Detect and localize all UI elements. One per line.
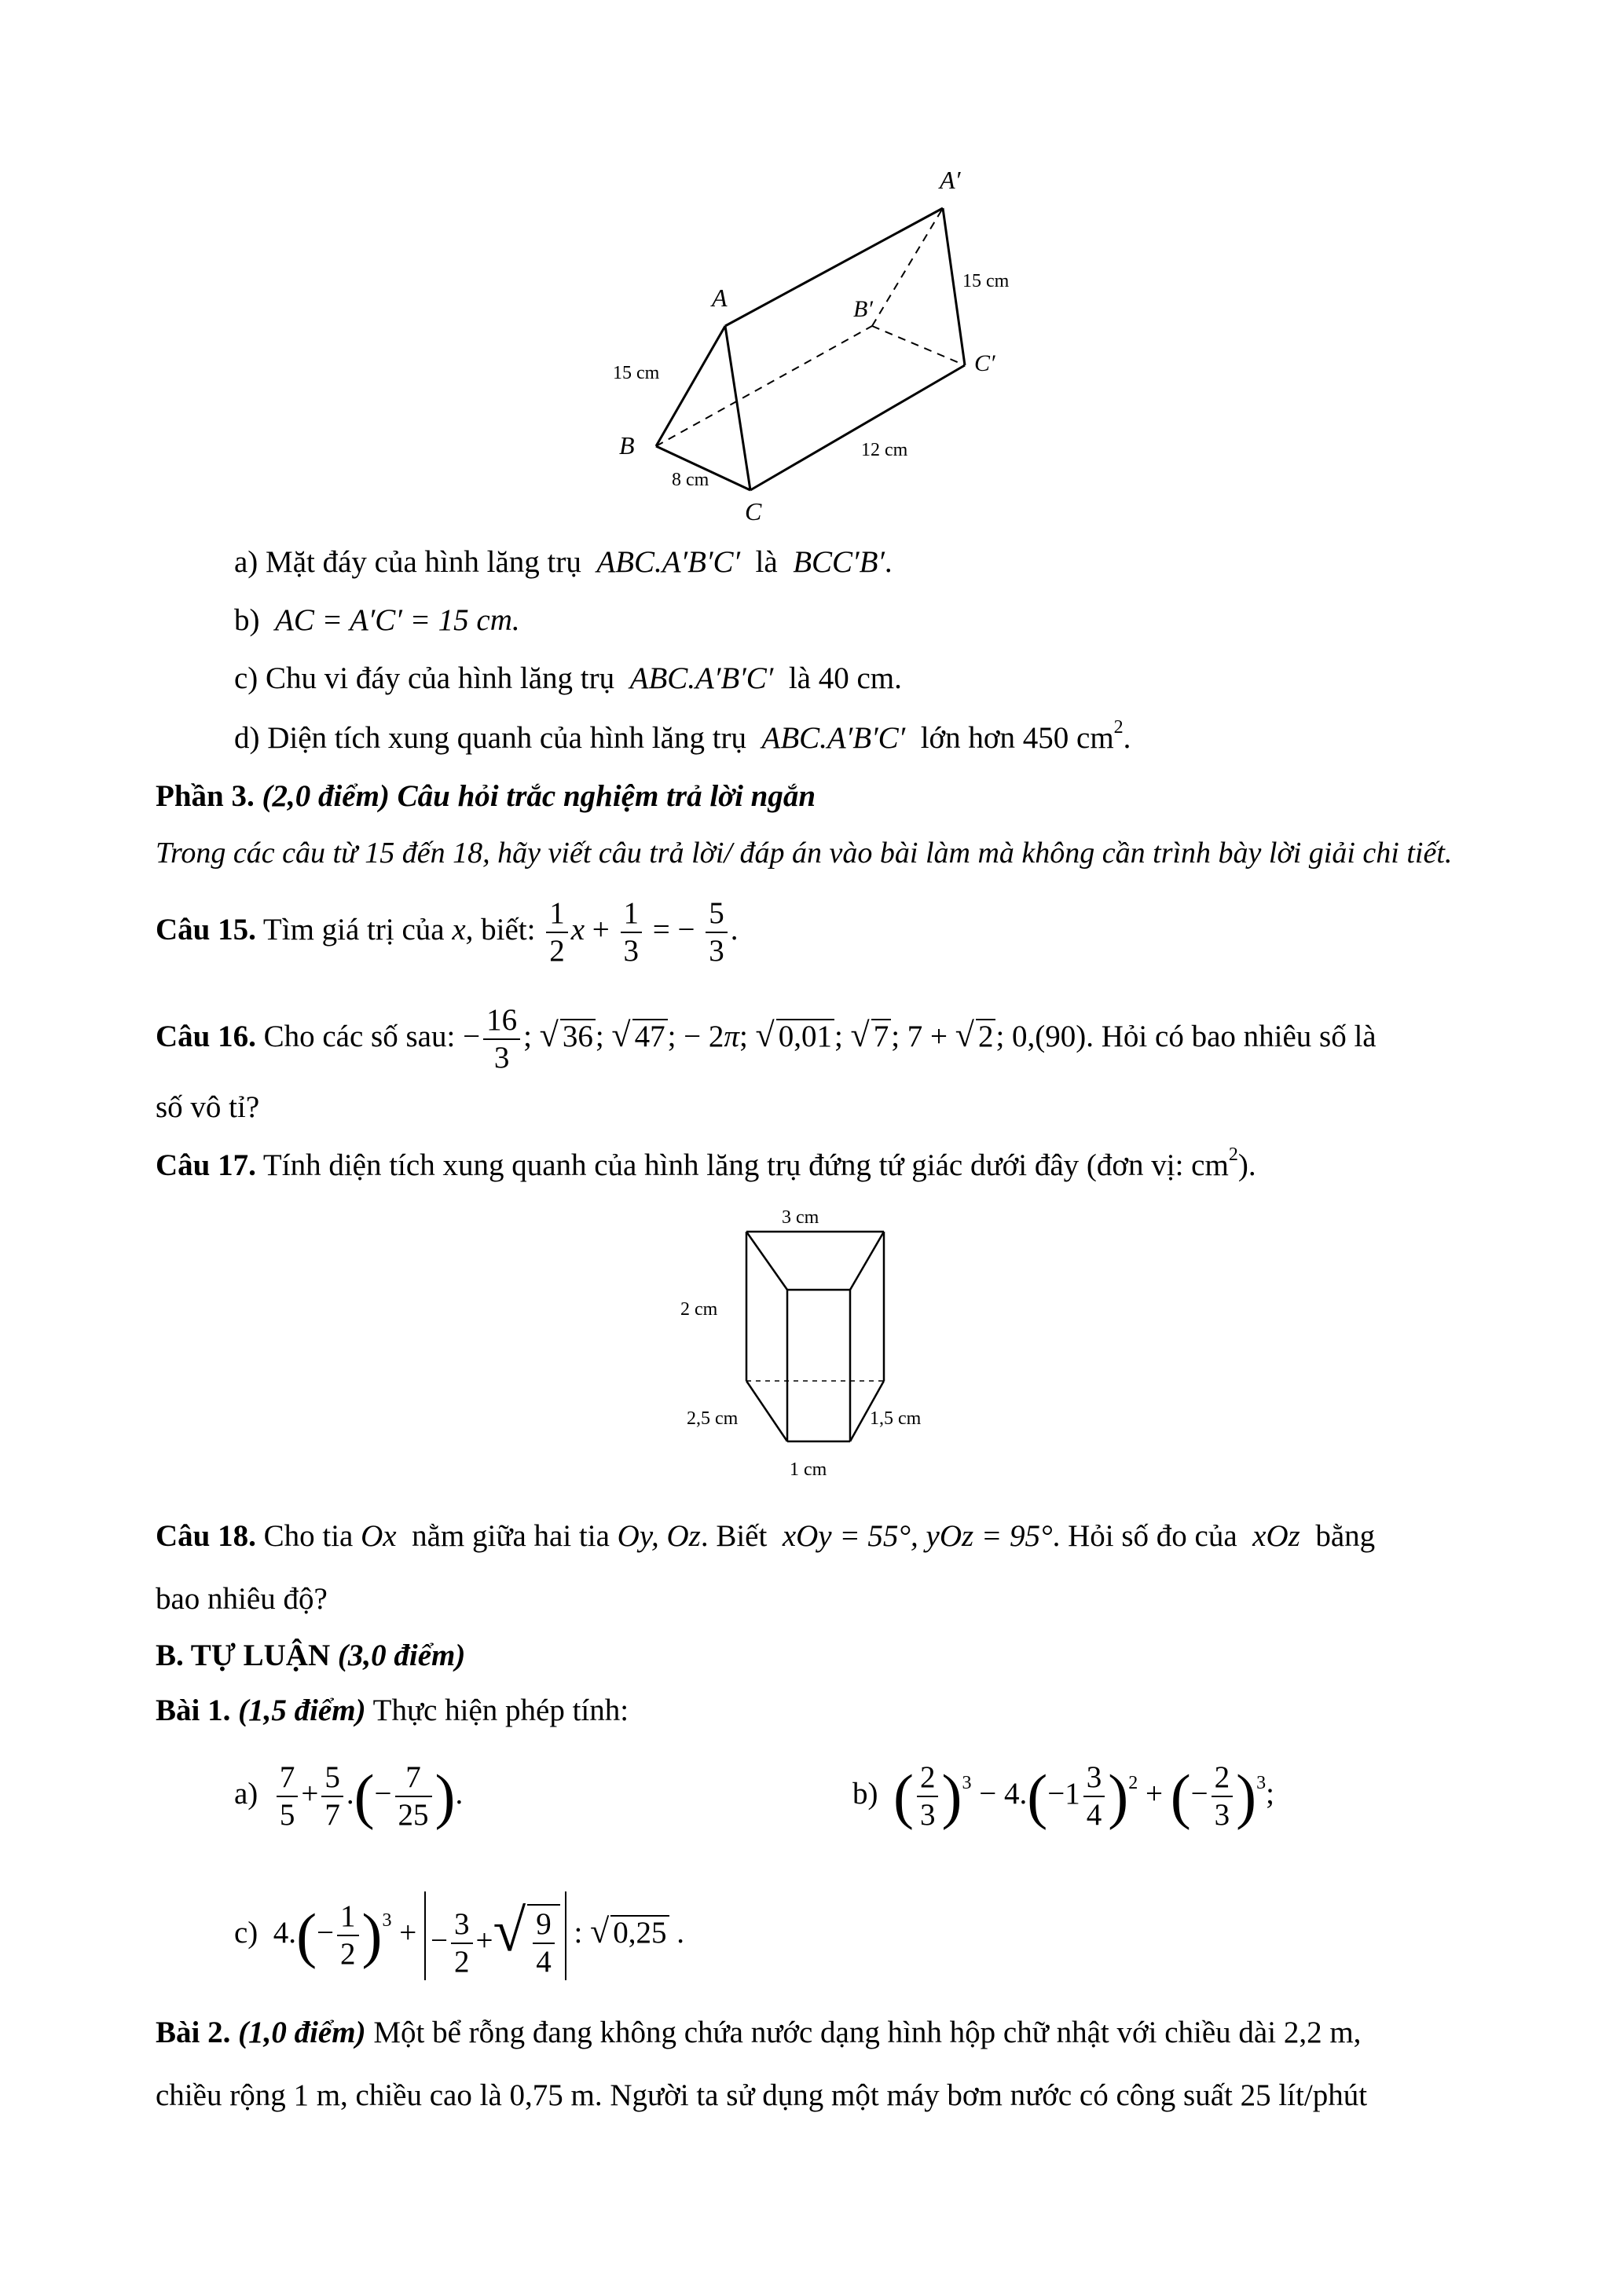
quad-prism-figure bbox=[676, 1202, 974, 1492]
label-cp: C′ bbox=[974, 350, 995, 376]
label-top: 3 cm bbox=[782, 1207, 819, 1228]
part3-instruction: Trong các câu từ 15 đến 18, hãy viết câu trả lời/ đáp án vào bài làm mà không cần trình bày lời giải chi tiết. bbox=[156, 837, 1453, 870]
label-ab: 15 cm bbox=[613, 363, 660, 383]
bai2-line2: chiều rộng 1 m, chiều cao là 0,75 m. Người ta sử dụng một máy bơm nước có công suất 25 lít/phút bbox=[156, 2078, 1368, 2112]
edge-c-cp bbox=[750, 365, 965, 490]
bai1-heading: Bài 1. (1,5 điểm) Thực hiện phép tính: bbox=[156, 1694, 629, 1727]
label-left: 2 cm bbox=[680, 1299, 718, 1320]
label-lowright: 1,5 cm bbox=[870, 1408, 922, 1429]
question-18: Câu 18. Cho tia Ox nằm giữa hai tia Oy, Oz. Biết xOy = 55°, yOz = 95°. Hỏi số đo của xOz bằng bbox=[156, 1519, 1376, 1553]
prism-figure bbox=[597, 157, 1037, 534]
part3-heading: Phần 3. (2,0 điểm) Câu hỏi trắc nghiệm trả lời ngắn bbox=[156, 779, 816, 813]
partB-heading: B. TỰ LUẬN (3,0 điểm) bbox=[156, 1639, 466, 1672]
edge-b-bp bbox=[656, 326, 872, 446]
item-c: c) Chu vi đáy của hình lăng trụ ABC.A′B′C′ là 40 cm. bbox=[234, 661, 902, 695]
item-b: b) AC = A′C′ = 15 cm. bbox=[234, 603, 520, 637]
label-bp: B′ bbox=[853, 296, 873, 322]
label-a: A bbox=[712, 284, 728, 312]
question-17: Câu 17. Tính diện tích xung quanh của hình lăng trụ đứng tứ giác dưới đây (đơn vị: $cm^2$). bbox=[156, 1144, 1256, 1182]
label-apcp: 15 cm bbox=[962, 271, 1010, 291]
label-bc: 8 cm bbox=[672, 470, 709, 490]
edge-bp-ap bbox=[872, 208, 943, 326]
label-c: C bbox=[745, 497, 762, 525]
item-a: a) Mặt đáy của hình lăng trụ ABC.A′B′C′ là BCC′B′. bbox=[234, 545, 893, 579]
edge-bp-cp bbox=[872, 326, 965, 365]
bai1-a: a) $\frac{7}{5}$ + $\frac{5}{7}$ .(− $\frac{7}{25}$ ). bbox=[234, 1760, 464, 1833]
label-lowleft: 2,5 cm bbox=[687, 1408, 739, 1429]
bai1-b: b) ( $\frac{2}{3}$ )$^3$ − 4.(−1 $\frac{3}{4}$ )$^2$ + (− $\frac{2}{3}$ )$^3$; bbox=[852, 1760, 1274, 1833]
bai2-heading: Bài 2. (1,0 điểm) Một bể rỗng đang không chứa nước dạng hình hộp chữ nhật với chiều dài 2,2 m, bbox=[156, 2016, 1362, 2049]
edge-a-ap bbox=[725, 208, 943, 326]
question-18-line2: bao nhiêu độ? bbox=[156, 1582, 328, 1616]
edge-ap-cp bbox=[943, 208, 965, 365]
bai1-c: c) 4.(− $\frac{1}{2}$ )$^3$ + − $\frac{3}{2}$ +√ $\frac{9}{4}$ : √ 0,25 . bbox=[234, 1888, 684, 1980]
label-b: B bbox=[619, 431, 635, 460]
question-16-line2: số vô tỉ? bbox=[156, 1090, 260, 1124]
question-16: Câu 16. Cho các số sau: − $\frac{16}{3}$ ; √ 36; √ 47; − 2π; √ 0,01; √ 7; 7 + √ 2; 0,(90). Hỏi có bao nhiêu số là bbox=[156, 1003, 1377, 1075]
label-ap: A′ bbox=[940, 166, 961, 194]
label-ccp: 12 cm bbox=[861, 440, 908, 460]
question-15: Câu 15. Tìm giá trị của x, biết: $\frac{1}{2}$ x + $\frac{1}{3}$ = − $\frac{5}{3}$ . bbox=[156, 896, 739, 969]
label-bottom: 1 cm bbox=[790, 1459, 827, 1480]
item-d: d) Diện tích xung quanh của hình lăng trụ ABC.A′B′C′ lớn hơn 450 $cm^2$. bbox=[234, 717, 1131, 755]
edge-a-c bbox=[725, 326, 750, 490]
edge-a-b bbox=[656, 326, 725, 446]
